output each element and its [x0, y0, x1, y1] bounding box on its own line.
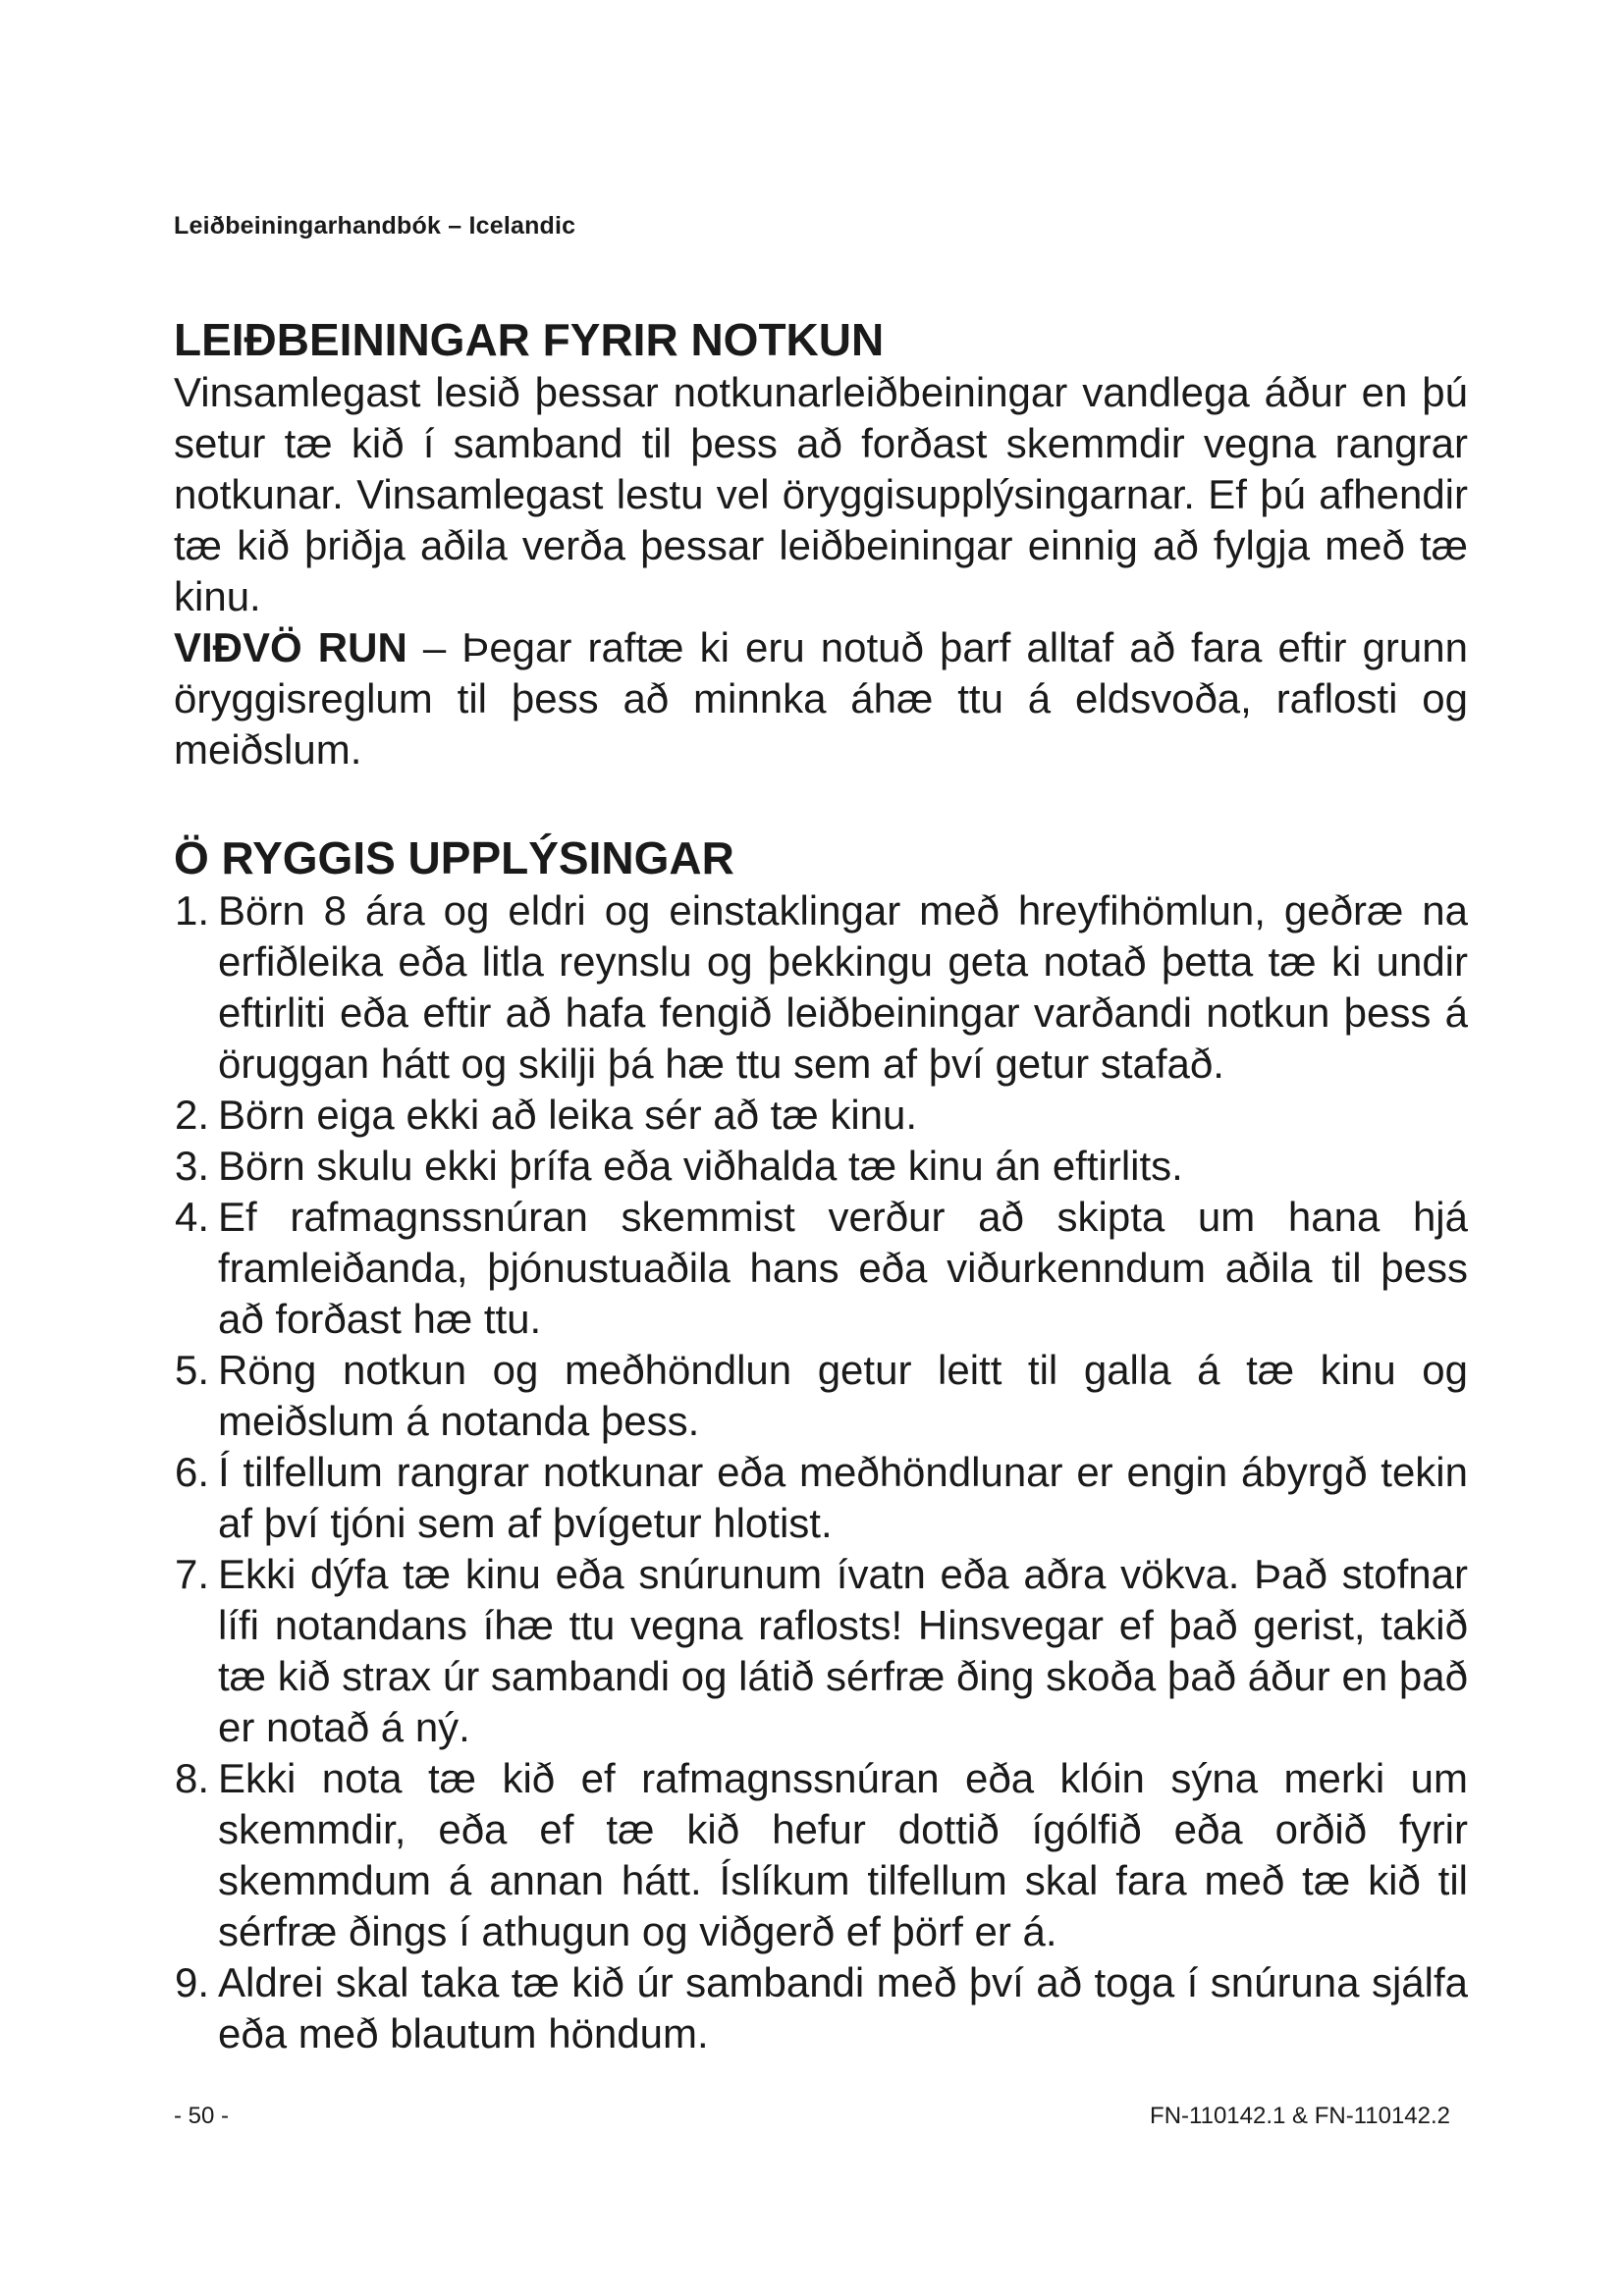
safety-item-text: Í tilfellum rangrar notkunar eða meðhöndlunar er engin ábyrgð tekin af því tjóni sem af þvígetur hlotist.	[218, 1449, 1468, 1546]
running-header: Leiðbeiningarhandbók – Icelandic	[174, 212, 576, 240]
safety-item-text: Börn 8 ára og eldri og einstaklingar með hreyfihömlun, geðræ na erfiðleika eða litla reynslu og þekkingu geta notað þetta tæ ki undir eftirliti eða eftir að hafa fengið leiðbeiningar varðandi notkun þess á öruggan hátt og skilji þá hæ ttu sem af því getur stafað.	[218, 887, 1468, 1087]
safety-item	[174, 1192, 1468, 1345]
safety-item-text: Ef rafmagnssnúran skemmist verður að skipta um hana hjá framleiðanda, þjónustuaðila hans eða viðurkenndum aðila til þess að forðast hæ ttu.	[218, 1194, 1468, 1342]
safety-item-number: 3.	[174, 1143, 209, 1189]
safety-item	[174, 1447, 1468, 1549]
page-number: - 50 -	[174, 2103, 230, 2129]
safety-item-number: 1.	[174, 887, 209, 934]
usage-intro: Vinsamlegast lesið þessar notkunarleiðbeiningar vandlega áður en þú setur tæ kið í samband til þess að forðast skemmdir vegna rangrar notkunar. Vinsamlegast lestu vel öryggisupplýsingarnar. Ef þú afhendir tæ kið þriðja aðila verða þessar leiðbeiningar einnig að fylgja með tæ kinu.	[174, 369, 1468, 619]
safety-item-number: 2.	[174, 1092, 209, 1138]
page-content	[174, 312, 1468, 2059]
safety-item-text: Börn skulu ekki þrífa eða viðhalda tæ kinu án eftirlits.	[218, 1143, 1183, 1189]
safety-item-number: 9.	[174, 1959, 209, 2005]
section-gap	[174, 775, 1468, 830]
safety-item-text: Börn eiga ekki að leika sér að tæ kinu.	[218, 1092, 918, 1138]
safety-item-text: Röng notkun og meðhöndlun getur leitt til galla á tæ kinu og meiðslum á notanda þess.	[218, 1347, 1468, 1444]
warning-paragraph	[174, 622, 1468, 775]
safety-item-number: 7.	[174, 1551, 209, 1597]
safety-item-text: Aldrei skal taka tæ kið úr sambandi með því að toga í snúruna sjálfa eða með blautum höndum.	[218, 1959, 1468, 2056]
model-number: FN-110142.1 & FN-110142.2	[1150, 2103, 1450, 2129]
safety-item	[174, 1345, 1468, 1447]
warning-text: – Þegar raftæ ki eru notuð þarf alltaf að fara eftir grunn öryggisreglum til þess að minnka áhæ ttu á eldsvoða, raflosti og meiðslum.	[174, 624, 1468, 773]
safety-item	[174, 1141, 1468, 1192]
safety-item-text: Ekki dýfa tæ kinu eða snúrunum ívatn eða aðra vökva. Það stofnar lífi notandans íhæ ttu vegna raflosts! Hinsvegar ef það gerist, takið tæ kið strax úr sambandi og látið sérfræ ðing skoða það áður en það er notað á ný.	[218, 1551, 1468, 1750]
safety-item-number: 6.	[174, 1449, 209, 1495]
safety-heading: Ö RYGGIS UPPLÝSINGAR	[174, 832, 734, 883]
safety-item-number: 4.	[174, 1194, 209, 1240]
safety-item	[174, 1753, 1468, 1957]
safety-item-number: 5.	[174, 1347, 209, 1393]
warning-lead: VIÐVÖ RUN	[174, 624, 407, 670]
safety-item-number: 8.	[174, 1755, 209, 1801]
usage-heading: LEIÐBEININGAR FYRIR NOTKUN	[174, 314, 885, 365]
safety-item	[174, 1090, 1468, 1141]
safety-item	[174, 885, 1468, 1090]
safety-item	[174, 1549, 1468, 1753]
safety-item-text: Ekki nota tæ kið ef rafmagnssnúran eða klóin sýna merki um skemmdir, eða ef tæ kið hefur dottið ígólfið eða orðið fyrir skemmdum á annan hátt. Íslíkum tilfellum skal fara með tæ kið til sérfræ ðings í athugun og viðgerð ef þörf er á.	[218, 1755, 1468, 1954]
safety-list	[174, 885, 1468, 2059]
safety-item	[174, 1957, 1468, 2059]
